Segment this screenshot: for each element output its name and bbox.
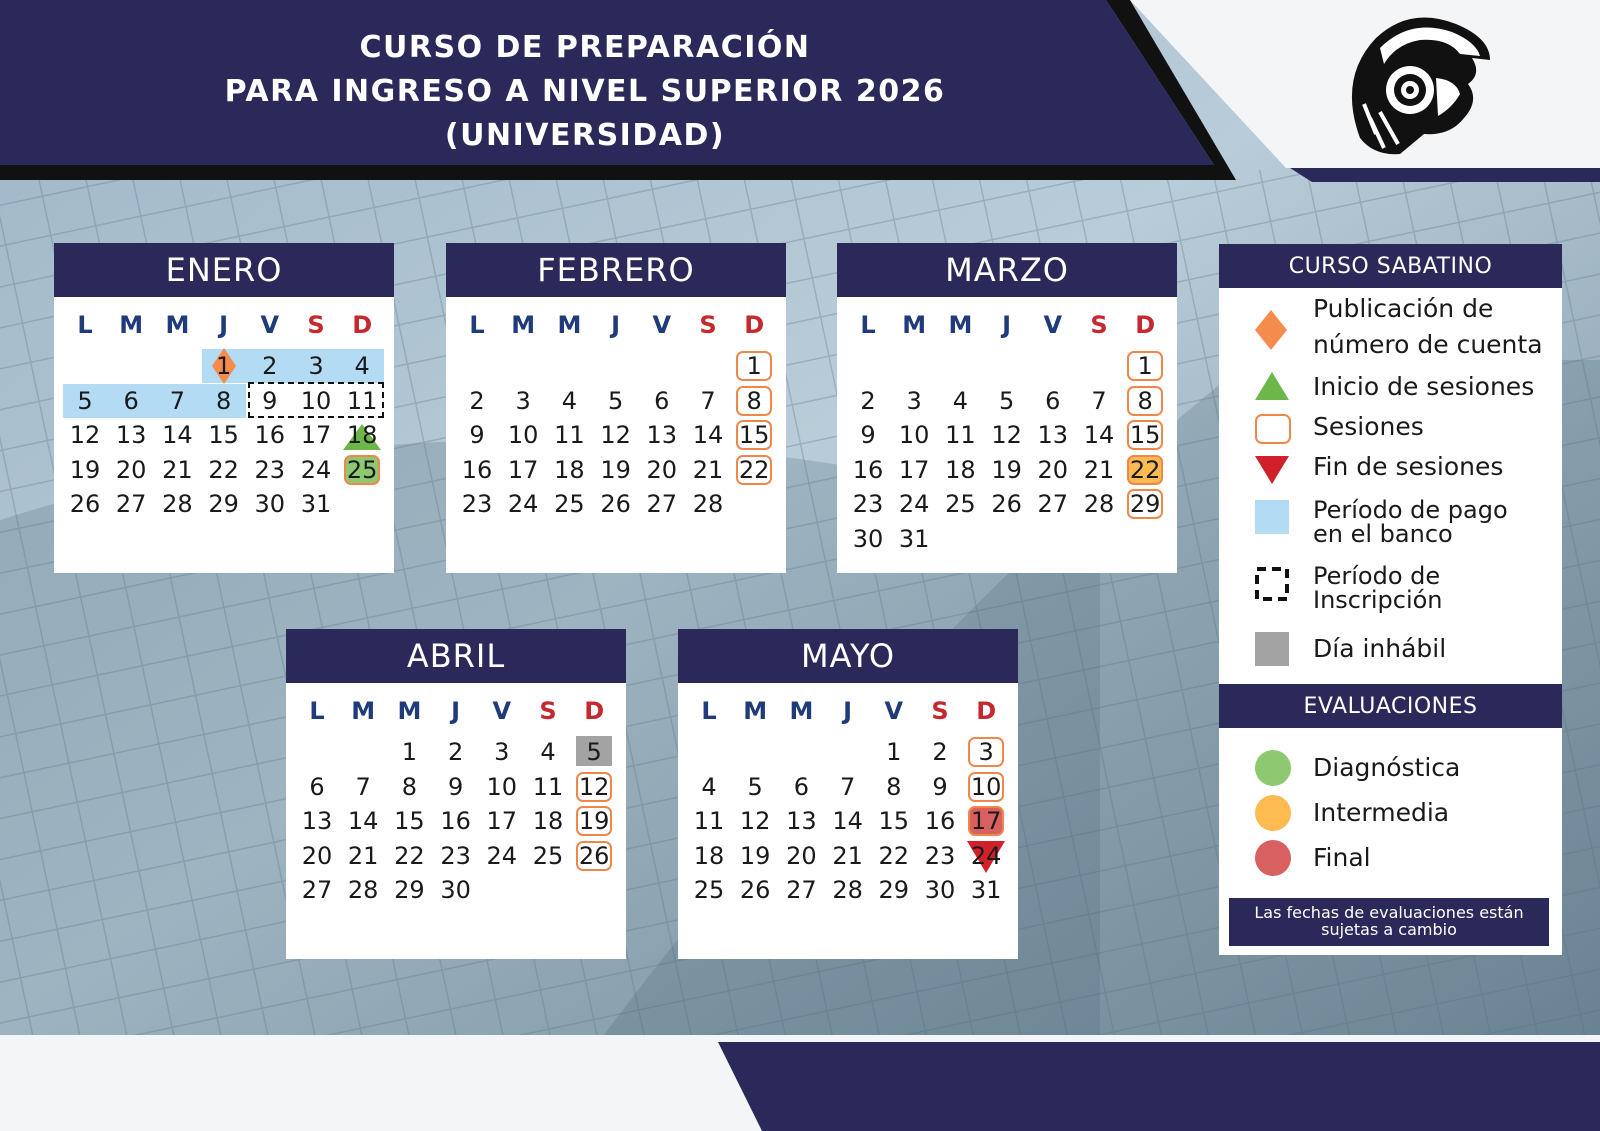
- day-cell: 31: [970, 876, 1002, 904]
- day-cell: 22: [738, 455, 770, 484]
- legend-panel: [1219, 244, 1562, 955]
- day-cell: 13: [646, 421, 678, 449]
- day-cell: 3: [308, 352, 324, 380]
- day-cell: 24: [898, 490, 930, 518]
- day-cell: 2: [469, 386, 485, 415]
- day-cell: 12: [991, 421, 1022, 449]
- day-cell: 24: [486, 841, 518, 870]
- weekday-label: D: [1135, 311, 1156, 339]
- day-cell: 10: [300, 386, 332, 415]
- day-cell: 27: [115, 490, 147, 518]
- day-cell: 12: [739, 807, 771, 835]
- day-cell: 21: [1083, 455, 1115, 484]
- day-cell: 30: [924, 876, 956, 904]
- day-cell: 11: [346, 386, 378, 415]
- day-cell: 1: [746, 352, 762, 380]
- day-cell: 23: [852, 490, 884, 518]
- day-cell: 23: [254, 455, 286, 484]
- month-title: ENERO: [54, 243, 394, 297]
- day-cell: 27: [301, 876, 333, 904]
- day-cell: 10: [970, 772, 1002, 801]
- day-cell: 6: [1045, 386, 1061, 415]
- day-cell: 24: [300, 455, 332, 484]
- legend-publicacion: Publicación de número de cuenta: [1313, 294, 1543, 359]
- day-cell: 7: [839, 772, 856, 801]
- day-cell: 16: [461, 455, 493, 484]
- day-cell: 26: [578, 841, 610, 870]
- day-cell: 21: [162, 455, 193, 484]
- day-cell: 30: [254, 490, 286, 518]
- day-cell: 14: [162, 421, 193, 449]
- day-cell: 15: [1129, 421, 1161, 449]
- day-cell: 25: [693, 876, 725, 904]
- day-cell: 17: [507, 455, 539, 484]
- day-cell: 16: [440, 807, 471, 835]
- calendar-grid: [837, 297, 1177, 573]
- legend-pago: Período de pago en el banco: [1313, 496, 1508, 548]
- day-cell: 7: [700, 386, 716, 415]
- weekday-label: M: [397, 697, 422, 725]
- dashed-box-icon: [1255, 567, 1289, 601]
- weekday-label: M: [119, 311, 144, 339]
- day-cell: 15: [208, 421, 239, 449]
- day-cell: 22: [878, 841, 910, 870]
- day-cell: 18: [693, 841, 725, 870]
- day-cell: 24: [970, 841, 1002, 870]
- legend-header: CURSO SABATINO: [1219, 244, 1562, 288]
- green-dot-icon: [1255, 750, 1291, 786]
- weekday-label: L: [469, 311, 485, 339]
- day-cell: 27: [1037, 490, 1069, 518]
- weekday-label: M: [351, 697, 376, 725]
- day-cell: 25: [945, 490, 976, 518]
- weekday-label: J: [611, 311, 621, 339]
- weekday-label: M: [511, 311, 536, 339]
- weekday-label: S: [539, 697, 557, 725]
- day-cell: 5: [998, 386, 1015, 415]
- institution-logo: [1340, 8, 1500, 158]
- calendar-enero: [54, 243, 394, 573]
- month-title: MAYO: [678, 629, 1018, 683]
- day-cell: 28: [347, 876, 379, 904]
- weekday-label: L: [309, 697, 325, 725]
- day-cell: 11: [554, 421, 585, 449]
- day-cell: 16: [254, 421, 286, 449]
- day-cell: 29: [394, 876, 425, 904]
- day-cell: 3: [494, 738, 510, 766]
- day-cell: 28: [162, 490, 193, 518]
- day-cell: 27: [786, 876, 817, 904]
- weekday-label: M: [165, 311, 190, 339]
- day-cell: 10: [486, 772, 518, 801]
- weekday-label: M: [557, 311, 582, 339]
- day-cell: 1: [401, 738, 418, 766]
- calendar-abril: [286, 629, 626, 959]
- day-cell: 29: [1129, 490, 1161, 518]
- day-cell: 23: [461, 490, 493, 518]
- day-cell: 6: [654, 386, 670, 415]
- day-cell: 28: [832, 876, 863, 904]
- day-cell: 22: [1129, 455, 1161, 484]
- legend-sesiones: Sesiones: [1313, 412, 1424, 441]
- day-cell: 5: [586, 738, 602, 766]
- day-cell: 22: [394, 841, 425, 870]
- weekday-label: D: [352, 311, 373, 339]
- day-cell: 1: [886, 738, 902, 766]
- day-cell: 4: [952, 386, 969, 415]
- day-cell: 8: [1137, 386, 1153, 415]
- day-cell: 3: [906, 386, 922, 415]
- weekday-label: L: [860, 311, 876, 339]
- day-cell: 1: [1137, 352, 1153, 380]
- day-cell: 22: [208, 455, 239, 484]
- day-cell: 21: [347, 841, 379, 870]
- weekday-label: S: [699, 311, 717, 339]
- diamond-icon: [1255, 310, 1287, 350]
- weekday-label: V: [884, 697, 904, 725]
- day-cell: 12: [578, 772, 610, 801]
- legend-intermedia: Intermedia: [1313, 798, 1450, 827]
- red-dot-icon: [1255, 840, 1291, 876]
- day-cell: 9: [932, 772, 948, 801]
- day-cell: 24: [507, 490, 539, 518]
- day-cell: 12: [69, 421, 101, 449]
- day-cell: 8: [746, 386, 762, 415]
- pay-period-icon: [1255, 500, 1289, 534]
- legend-inicio: Inicio de sesiones: [1313, 372, 1535, 401]
- calendar-grid: [286, 683, 626, 959]
- day-cell: 25: [532, 841, 564, 870]
- calendar-marzo: [837, 243, 1177, 573]
- day-cell: 13: [115, 421, 147, 449]
- day-cell: 26: [991, 490, 1022, 518]
- day-cell: 18: [346, 421, 378, 449]
- month-title: ABRIL: [286, 629, 626, 683]
- day-cell: 7: [1091, 386, 1107, 415]
- day-cell: 31: [300, 490, 332, 518]
- yellow-dot-icon: [1255, 795, 1291, 831]
- day-cell: 13: [1037, 421, 1069, 449]
- day-cell: 7: [355, 772, 371, 801]
- day-cell: 5: [77, 386, 93, 415]
- title-line-3: (UNIVERSIDAD): [444, 118, 726, 153]
- day-cell: 6: [793, 772, 810, 801]
- day-cell: 12: [600, 421, 631, 449]
- day-cell: 14: [832, 807, 863, 835]
- day-cell: 26: [69, 490, 101, 518]
- legend-fin: Fin de sesiones: [1313, 452, 1504, 481]
- day-cell: 3: [515, 386, 531, 415]
- day-cell: 16: [852, 455, 884, 484]
- day-cell: 29: [878, 876, 910, 904]
- weekday-label: D: [744, 311, 765, 339]
- day-cell: 17: [300, 421, 332, 449]
- day-cell: 23: [924, 841, 956, 870]
- day-cell: 2: [860, 386, 876, 415]
- day-cell: 5: [747, 772, 763, 801]
- day-cell: 8: [215, 386, 232, 415]
- month-title: MARZO: [837, 243, 1177, 297]
- day-cell: 10: [507, 421, 539, 449]
- day-cell: 3: [978, 738, 994, 766]
- day-cell: 4: [561, 386, 578, 415]
- legend-final: Final: [1313, 843, 1371, 872]
- day-cell: 14: [692, 421, 724, 449]
- weekday-label: D: [584, 697, 605, 725]
- legend-diagnostica: Diagnóstica: [1313, 753, 1461, 782]
- day-cell: 17: [970, 807, 1002, 835]
- day-cell: 9: [447, 772, 464, 801]
- day-cell: 10: [898, 421, 930, 449]
- month-title: FEBRERO: [446, 243, 786, 297]
- page-title: [140, 26, 1030, 158]
- day-cell: 11: [945, 421, 976, 449]
- day-cell: 15: [878, 807, 910, 835]
- weekday-label: S: [931, 697, 949, 725]
- day-cell: 25: [554, 490, 585, 518]
- weekday-label: S: [307, 311, 325, 339]
- day-cell: 9: [469, 421, 485, 449]
- day-cell: 13: [301, 807, 333, 835]
- day-cell: 19: [578, 807, 610, 835]
- day-cell: 15: [738, 421, 770, 449]
- day-cell: 19: [600, 455, 631, 484]
- weekday-label: J: [843, 697, 853, 725]
- day-cell: 20: [115, 455, 147, 484]
- evaluaciones-header: EVALUACIONES: [1219, 684, 1562, 728]
- day-cell: 14: [1083, 421, 1115, 449]
- day-cell: 4: [540, 738, 556, 766]
- weekday-label: J: [219, 311, 229, 339]
- day-cell: 31: [898, 524, 930, 553]
- calendar-grid: [446, 297, 786, 573]
- day-cell: 19: [69, 455, 101, 484]
- day-cell: 16: [924, 807, 956, 835]
- day-cell: 20: [646, 455, 678, 484]
- weekday-label: J: [451, 697, 461, 725]
- triangle-down-icon: [1255, 456, 1289, 484]
- calendar-mayo: [678, 629, 1018, 959]
- weekday-label: V: [652, 311, 672, 339]
- weekday-label: M: [948, 311, 973, 339]
- day-cell: 18: [554, 455, 585, 484]
- day-cell: 11: [693, 807, 725, 835]
- calendar-grid: [678, 683, 1018, 959]
- day-cell: 28: [692, 490, 724, 518]
- day-cell: 5: [607, 386, 624, 415]
- day-cell: 18: [532, 807, 564, 835]
- weekday-label: J: [1002, 311, 1012, 339]
- day-cell: 18: [945, 455, 976, 484]
- weekday-label: V: [260, 311, 280, 339]
- day-cell: 15: [394, 807, 425, 835]
- day-cell: 27: [646, 490, 678, 518]
- day-cell: 9: [860, 421, 876, 449]
- day-cell: 8: [401, 772, 418, 801]
- weekday-label: M: [743, 697, 768, 725]
- weekday-label: D: [976, 697, 997, 725]
- day-cell: 2: [447, 738, 464, 766]
- day-cell: 7: [169, 386, 186, 415]
- day-cell: 11: [532, 772, 564, 801]
- day-cell: 25: [346, 455, 378, 484]
- day-cell: 17: [486, 807, 518, 835]
- day-cell: 6: [123, 386, 139, 415]
- day-cell: 1: [215, 352, 232, 380]
- calendar-febrero: [446, 243, 786, 573]
- weekday-label: S: [1090, 311, 1108, 339]
- day-cell: 26: [739, 876, 771, 904]
- calendar-grid: [54, 297, 394, 573]
- day-cell: 4: [701, 772, 717, 801]
- day-cell: 28: [1083, 490, 1115, 518]
- evaluation-note: Las fechas de evaluaciones están sujetas a cambio: [1229, 898, 1549, 946]
- day-cell: 23: [440, 841, 471, 870]
- day-cell: 30: [852, 524, 884, 553]
- day-cell: 20: [301, 841, 333, 870]
- session-box-icon: [1255, 414, 1291, 444]
- day-cell: 26: [600, 490, 631, 518]
- day-cell: 14: [347, 807, 379, 835]
- day-cell: 20: [786, 841, 817, 870]
- day-cell: 29: [208, 490, 239, 518]
- day-cell: 9: [262, 386, 278, 415]
- inhabil-icon: [1255, 632, 1289, 666]
- day-cell: 30: [440, 876, 471, 904]
- day-cell: 20: [1037, 455, 1069, 484]
- day-cell: 6: [309, 772, 325, 801]
- day-cell: 13: [786, 807, 817, 835]
- legend-inhabil: Día inhábil: [1313, 634, 1447, 663]
- day-cell: 21: [832, 841, 863, 870]
- day-cell: 4: [354, 352, 370, 380]
- title-line-1: CURSO DE PREPARACIÓN: [359, 30, 811, 65]
- weekday-label: V: [492, 697, 512, 725]
- weekday-label: V: [1043, 311, 1063, 339]
- title-line-2: PARA INGRESO A NIVEL SUPERIOR 2026: [224, 74, 946, 109]
- day-cell: 17: [898, 455, 930, 484]
- triangle-up-icon: [1255, 372, 1289, 400]
- day-cell: 19: [991, 455, 1022, 484]
- day-cell: 2: [262, 352, 278, 380]
- legend-inscripcion: Período de Inscripción: [1313, 562, 1443, 614]
- day-cell: 19: [739, 841, 771, 870]
- weekday-label: L: [701, 697, 717, 725]
- day-cell: 2: [932, 738, 948, 766]
- day-cell: 8: [886, 772, 902, 801]
- day-cell: 21: [692, 455, 724, 484]
- weekday-label: M: [789, 697, 814, 725]
- weekday-label: L: [77, 311, 93, 339]
- weekday-label: M: [902, 311, 927, 339]
